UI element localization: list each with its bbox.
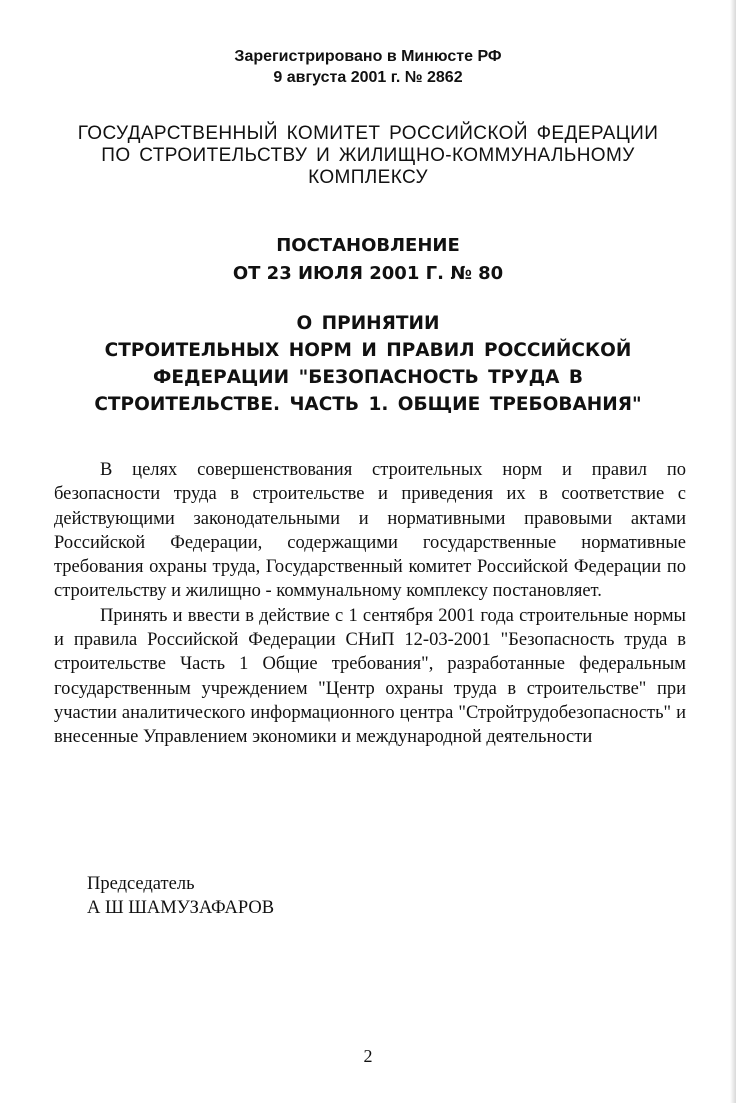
body-paragraph-1: В целях совершенствования строительных норм и правил по безопасности труда в строительстве и приведения их в соответствие с действующими законодательными и нормативными правовыми актами Российской Федерации, содержащими государственные нормативные требования охраны труда, Государственный комитет Российской Федерации по строительству и жилищно - коммунальному комплексу постановляет. (54, 460, 686, 602)
subject-line-1: О ПРИНЯТИИ (296, 313, 440, 334)
authority-line-2: ПО СТРОИТЕЛЬСТВУ И ЖИЛИЩНО-КОММУНАЛЬНОМУ (101, 145, 635, 166)
authority-line-3: КОМПЛЕКСУ (308, 167, 428, 188)
signature-block (87, 872, 274, 920)
decree-title: ПОСТАНОВЛЕНИЕ (276, 235, 460, 256)
decree-date-number: ОТ 23 ИЮЛЯ 2001 Г. № 80 (232, 263, 504, 284)
body-paragraph-2: Принять и ввести в действие с 1 сентября 2001 года строительные нормы и правила Российской Федерации СНиП 12-03-2001 "Безопасность труда в строительстве Часть 1 Общие требования", разработанные федеральным государственным учреждением "Центр охраны труда в строительстве" при участии аналитического информационного центра "Стройтрудобезопасность" и внесенные Управлением экономики и международной деятельности (54, 605, 686, 748)
page-edge-shadow (730, 0, 736, 1103)
decree-subject (0, 310, 736, 418)
decree-heading (0, 232, 736, 288)
registration-line-2: 9 августа 2001 г. № 2862 (273, 69, 463, 86)
issuing-authority (0, 123, 736, 189)
page-number: 2 (363, 1046, 373, 1066)
authority-line-1: ГОСУДАРСТВЕННЫЙ КОМИТЕТ РОССИЙСКОЙ ФЕДЕРАЦИИ (77, 123, 659, 144)
subject-line-4: СТРОИТЕЛЬСТВЕ. ЧАСТЬ 1. ОБЩИЕ ТРЕБОВАНИЯ" (94, 394, 642, 415)
signatory-name: А Ш ШАМУЗАФАРОВ (87, 898, 275, 918)
decree-body (54, 458, 686, 750)
subject-line-2: СТРОИТЕЛЬНЫХ НОРМ И ПРАВИЛ РОССИЙСКОЙ (104, 340, 632, 361)
registration-line-1: Зарегистрировано в Минюсте РФ (234, 48, 502, 65)
signatory-position: Председатель (87, 874, 195, 894)
registration-note (0, 46, 736, 88)
subject-line-3: ФЕДЕРАЦИИ "БЕЗОПАСНОСТЬ ТРУДА В (153, 367, 583, 388)
